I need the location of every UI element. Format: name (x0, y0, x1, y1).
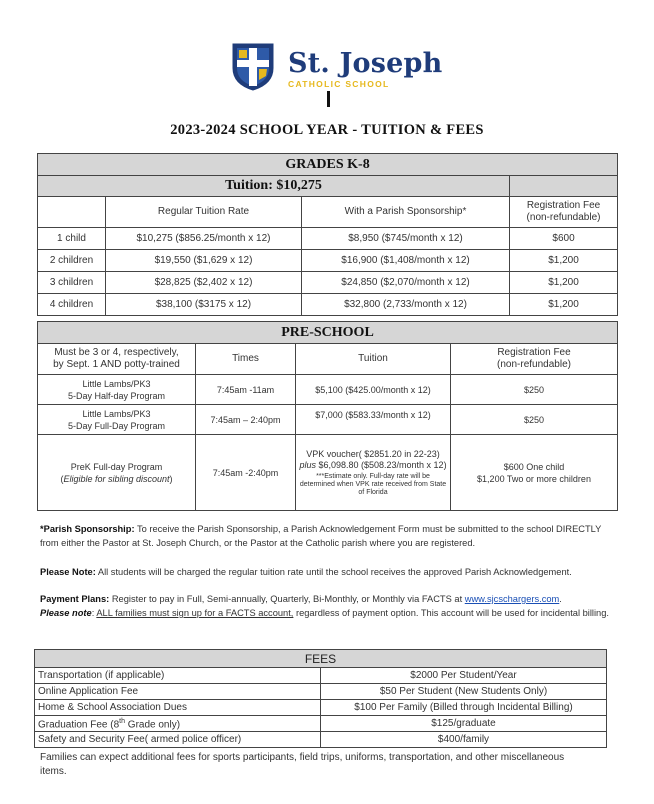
preschool-program: Little Lambs/PK3 5-Day Full-Day Program (38, 405, 196, 435)
grades-cell: $38,100 ($3175 x 12) (106, 294, 302, 316)
grades-header-regular: Regular Tuition Rate (106, 197, 302, 228)
prek-amount-line (299, 460, 447, 471)
table-row (38, 405, 618, 435)
grades-cell: $24,850 ($2,070/month x 12) (302, 272, 510, 294)
fee-amount: $50 Per Student (New Students Only) (321, 684, 607, 700)
school-crest-icon (229, 40, 277, 92)
note2-label: Please note (40, 608, 92, 618)
payment-label: Payment Plans: (40, 594, 110, 604)
fee-name: Online Application Fee (35, 684, 321, 700)
grades-cell: $16,900 ($1,408/month x 12) (302, 250, 510, 272)
preschool-times: 7:45am – 2:40pm (196, 405, 296, 435)
note2-text: regardless of payment option. This account will be used for incidental billing. (295, 608, 609, 618)
table-row (35, 700, 607, 716)
grades-cell: 4 children (38, 294, 106, 316)
fee-amount: $125/graduate (321, 716, 607, 732)
please-text: All students will be charged the regular tuition rate until the school receives the approved Parish Acknowledgement. (97, 567, 572, 577)
grades-cell: 2 children (38, 250, 106, 272)
fees-table (34, 649, 607, 748)
payment-note: Payment Plans: Register to pay in Full, Semi-annually, Quarterly, Bi-Monthly, or Monthly via FACTS at www.sjcschargers.com. Please note: ALL families must sign up for a FACTS account, regardless of payment option. This account will be used for incidental billing. (40, 594, 609, 618)
sponsorship-label: *Parish Sponsorship: (40, 524, 135, 534)
table-row (38, 272, 618, 294)
grades-cell: $10,275 ($856.25/month x 12) (106, 228, 302, 250)
fee-amount: $100 Per Family (Billed through Incidental Billing) (321, 700, 607, 716)
please-label: Please Note: (40, 567, 96, 577)
school-subtitle: CATHOLIC SCHOOL (288, 79, 390, 89)
grades-header-blank (38, 197, 106, 228)
grades-table (37, 153, 618, 316)
grades-header-parish: With a Parish Sponsorship* (302, 197, 510, 228)
table-row (38, 435, 618, 511)
table-row (38, 294, 618, 316)
prek-times: 7:45am -2:40pm (196, 435, 296, 511)
prek-discount: Eligible for sibling discount (63, 473, 170, 484)
table-row (38, 228, 618, 250)
preschool-tuition: $5,100 ($425.00/month x 12) (296, 375, 451, 405)
preschool-tuition: $7,000 ($583.33/month x 12) (296, 405, 451, 435)
fee-amount: $2000 Per Student/Year (321, 668, 607, 684)
prek-voucher: VPK voucher( $2851.20 in 22-23) (306, 448, 440, 459)
grades-cell: $600 (510, 228, 618, 250)
prek-program-cell (38, 435, 196, 511)
prek-program: PreK Full-day Program (70, 461, 163, 472)
fee-amount: $400/family (321, 732, 607, 748)
prek-fee-one: $600 One child (503, 461, 565, 472)
prek-plus: plus (299, 459, 316, 470)
school-name: St. Joseph (288, 48, 443, 79)
sponsorship-note (40, 522, 618, 550)
grades-tuition: Tuition: $10,275 (38, 176, 510, 197)
fee-name: Transportation (if applicable) (35, 668, 321, 684)
preschool-header-tuition: Tuition (296, 344, 451, 375)
preschool-table (37, 321, 618, 511)
grades-cell: $28,825 ($2,402 x 12) (106, 272, 302, 294)
grades-cell: $19,550 ($1,629 x 12) (106, 250, 302, 272)
please-note (40, 565, 618, 579)
grades-tuition-blank (510, 176, 618, 197)
table-row (38, 375, 618, 405)
cursor-icon (327, 91, 330, 107)
table-row (35, 684, 607, 700)
grades-cell: $1,200 (510, 272, 618, 294)
payment-link[interactable]: www.sjcschargers.com (464, 594, 560, 604)
prek-amount: $6,098.80 ($508.23/month x 12) (318, 459, 447, 470)
fees-footer: Families can expect additional fees for sports participants, field trips, uniforms, transportation, and other miscellaneous items. (40, 752, 565, 777)
grades-cell: 3 children (38, 272, 106, 294)
prek-fee-cell (451, 435, 618, 511)
grades-cell: $8,950 ($745/month x 12) (302, 228, 510, 250)
prek-estimate: ***Estimate only. Full-day rate will be determined when VPK rate received from State of Florida (299, 472, 447, 496)
preschool-header-age: Must be 3 or 4, respectively, by Sept. 1 AND potty-trained (38, 344, 196, 375)
fee-name: Safety and Security Fee( armed police officer) (35, 732, 321, 748)
preschool-fee: $250 (451, 375, 618, 405)
preschool-program: Little Lambs/PK3 5-Day Half-day Program (38, 375, 196, 405)
note2-underlined: ALL families must sign up for a FACTS account, (96, 608, 294, 618)
grades-cell: $1,200 (510, 250, 618, 272)
preschool-fee: $250 (451, 405, 618, 435)
prek-fee-two: $1,200 Two or more children (477, 473, 591, 484)
preschool-heading: PRE-SCHOOL (38, 322, 618, 344)
grades-header-regfee: Registration Fee (non-refundable) (510, 197, 618, 228)
table-row (35, 716, 607, 732)
table-row (38, 250, 618, 272)
fee-name: Graduation Fee (8th Grade only) (35, 716, 321, 732)
grades-cell: $32,800 (2,733/month x 12) (302, 294, 510, 316)
grades-cell: 1 child (38, 228, 106, 250)
prek-discount-line: (Eligible for sibling discount) (60, 473, 173, 484)
grades-heading: GRADES K-8 (38, 154, 618, 176)
sponsorship-text: To receive the Parish Sponsorship, a Parish Acknowledgement Form must be submitted to the school DIRECTLY from either the Pastor at St. Joseph Church, or the Pastor at the Catholic parish where you are registered. (40, 524, 602, 548)
prek-tuition-cell (296, 435, 451, 511)
preschool-header-regfee: Registration Fee (non-refundable) (451, 344, 618, 375)
fees-heading: FEES (35, 650, 607, 668)
page-title: 2023-2024 SCHOOL YEAR - TUITION & FEES (170, 122, 484, 138)
preschool-header-times: Times (196, 344, 296, 375)
payment-text: Register to pay in Full, Semi-annually, Quarterly, Bi-Monthly, or Monthly via FACTS at (111, 594, 463, 604)
table-row (35, 668, 607, 684)
table-row (35, 732, 607, 748)
preschool-times: 7:45am -11am (196, 375, 296, 405)
grades-cell: $1,200 (510, 294, 618, 316)
fee-name: Home & School Association Dues (35, 700, 321, 716)
